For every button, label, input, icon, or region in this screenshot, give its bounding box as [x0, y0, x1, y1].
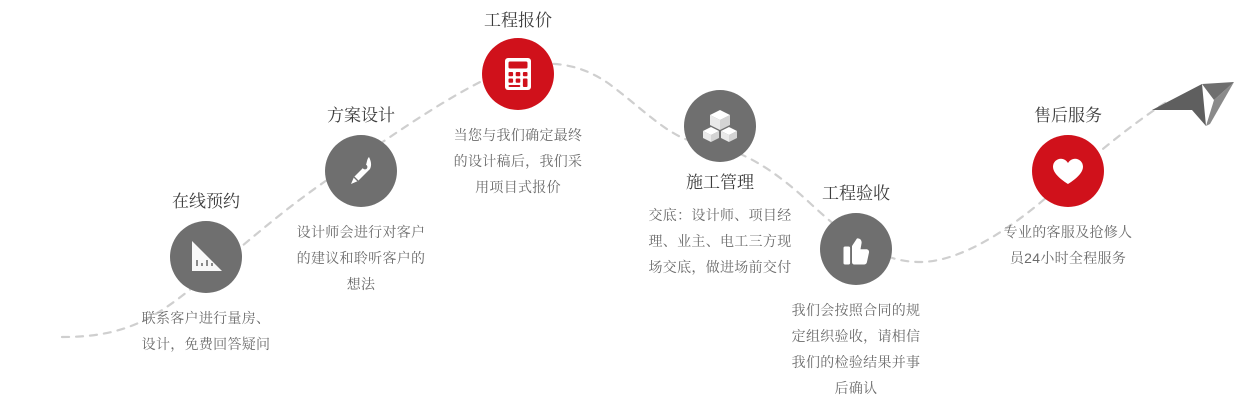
flow-step-1	[126, 191, 286, 357]
flow-step-1-description: 联系客户进行量房、设计，免费回答疑问	[141, 310, 271, 352]
flow-step-6-title: 售后服务	[1034, 106, 1102, 125]
flow-step-3-description: 当您与我们确定最终的设计稿后，我们采用项目式报价	[453, 127, 583, 195]
calculator-icon	[497, 53, 539, 95]
flow-step-5	[776, 183, 936, 401]
flow-step-1-icon-badge	[170, 221, 242, 293]
flow-step-2	[281, 105, 441, 297]
flow-step-5-icon-badge	[820, 213, 892, 285]
flow-step-3-title: 工程报价	[484, 11, 552, 30]
flow-step-3-icon-badge	[482, 38, 554, 110]
arrow-head-icon	[1148, 80, 1238, 130]
flow-step-2-title: 方案设计	[327, 106, 395, 125]
flow-step-2-icon-badge	[325, 135, 397, 207]
flow-step-2-description: 设计师会进行对客户的建议和聆听客户的想法	[296, 224, 426, 292]
heart-icon	[1047, 150, 1089, 192]
flow-step-1-title: 在线预约	[172, 192, 240, 211]
pen-nib-icon	[341, 151, 381, 191]
flow-step-6	[988, 105, 1148, 271]
flow-step-4-description: 交底：设计师、项目经理、业主、电工三方现场交底，做进场前交付	[648, 207, 792, 275]
flow-step-6-icon-badge	[1032, 135, 1104, 207]
flow-step-5-description: 我们会按照合同的规定组织验收，请相信我们的检验结果并事后确认	[791, 302, 921, 396]
flow-step-6-description: 专业的客服及抢修人员24小时全程服务	[1003, 224, 1133, 266]
flow-step-4-title: 施工管理	[686, 173, 754, 192]
flow-step-4-icon-badge	[684, 90, 756, 162]
flow-step-5-title: 工程验收	[822, 184, 890, 203]
thumbs-up-icon	[836, 229, 876, 269]
ruler-icon	[186, 237, 226, 277]
flow-step-3	[438, 10, 598, 200]
boxes-icon	[699, 105, 741, 147]
